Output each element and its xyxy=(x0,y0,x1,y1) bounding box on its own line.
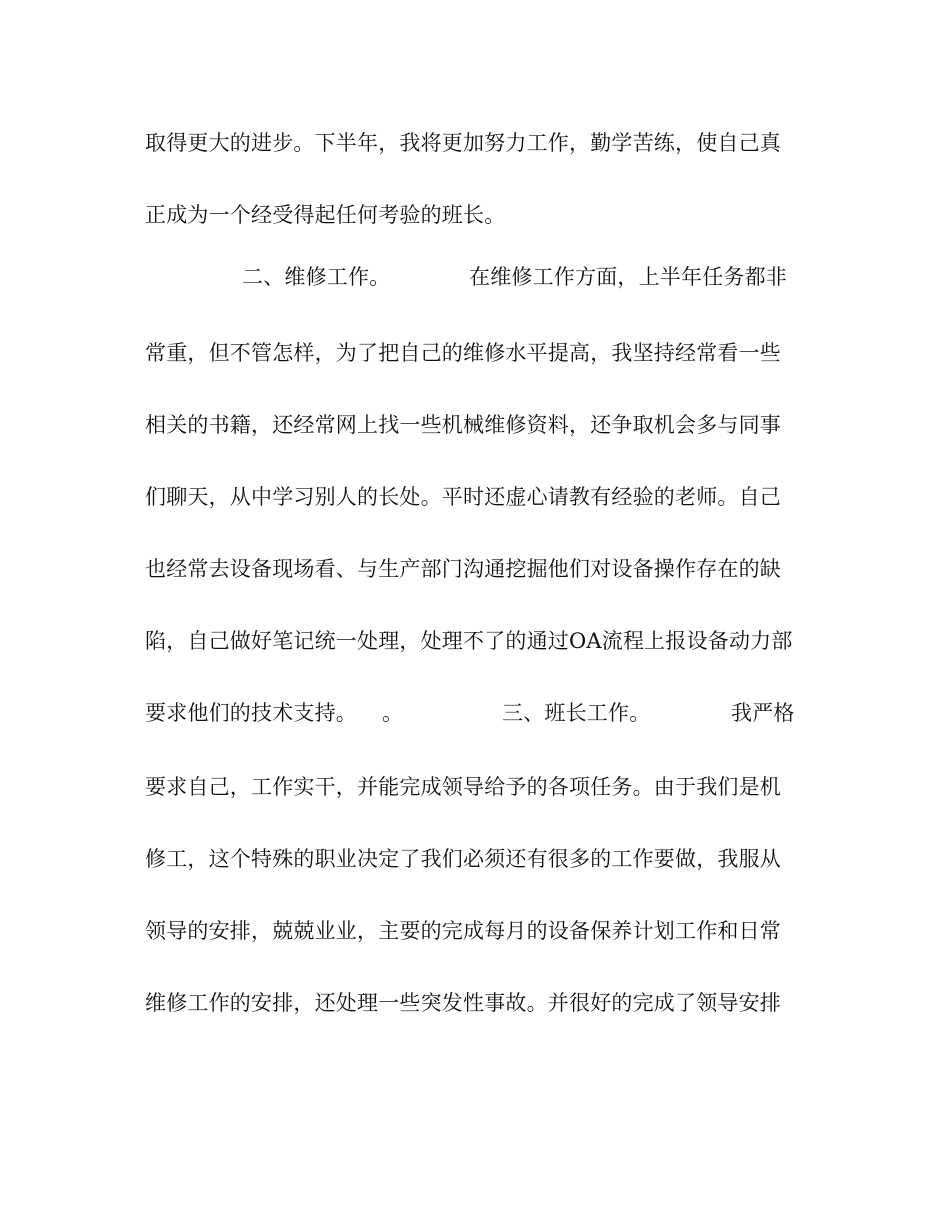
paragraph-text: 我严格 xyxy=(731,701,795,725)
section-heading: 三、班长工作。 xyxy=(502,701,651,725)
paragraph-line: 陷，自己做好笔记统一处理，处理不了的通过OA流程上报设备动力部 xyxy=(145,629,793,653)
paragraph-line xyxy=(145,698,815,728)
paragraph-line: 正成为一个经受得起任何考验的班长。 xyxy=(145,203,506,227)
paragraph-line: 常重，但不管怎样，为了把自己的维修水平提高，我坚持经常看一些 xyxy=(145,341,781,365)
paragraph-line: 领导的安排，兢兢业业，主要的完成每月的设备保养计划工作和日常 xyxy=(145,919,781,943)
paragraph-mark: 。 xyxy=(382,701,404,725)
paragraph-text: 在维修工作方面，上半年任务都非 xyxy=(469,265,787,289)
paragraph-line: 要求自己，工作实干，并能完成领导给予的各项任务。由于我们是机 xyxy=(145,775,781,799)
paragraph-line: 也经常去设备现场看、与生产部门沟通挖掘他们对设备操作存在的缺 xyxy=(145,557,781,581)
paragraph-line: 们聊天，从中学习别人的长处。平时还虚心请教有经验的老师。自己 xyxy=(145,485,781,509)
section-heading: 二、维修工作。 xyxy=(242,265,391,289)
paragraph-line: 维修工作的安排，还处理一些突发性事故。并很好的完成了领导安排 xyxy=(145,991,781,1015)
paragraph-text: 要求他们的技术支持。 xyxy=(145,701,357,725)
paragraph-line: 取得更大的进步。下半年，我将更加努力工作，勤学苦练，使自己真 xyxy=(145,131,781,155)
paragraph-line: 修工，这个特殊的职业决定了我们必须还有很多的工作要做，我服从 xyxy=(145,847,781,871)
paragraph-line xyxy=(145,262,815,292)
paragraph-line: 相关的书籍，还经常网上找一些机械维修资料，还争取机会多与同事 xyxy=(145,413,781,437)
